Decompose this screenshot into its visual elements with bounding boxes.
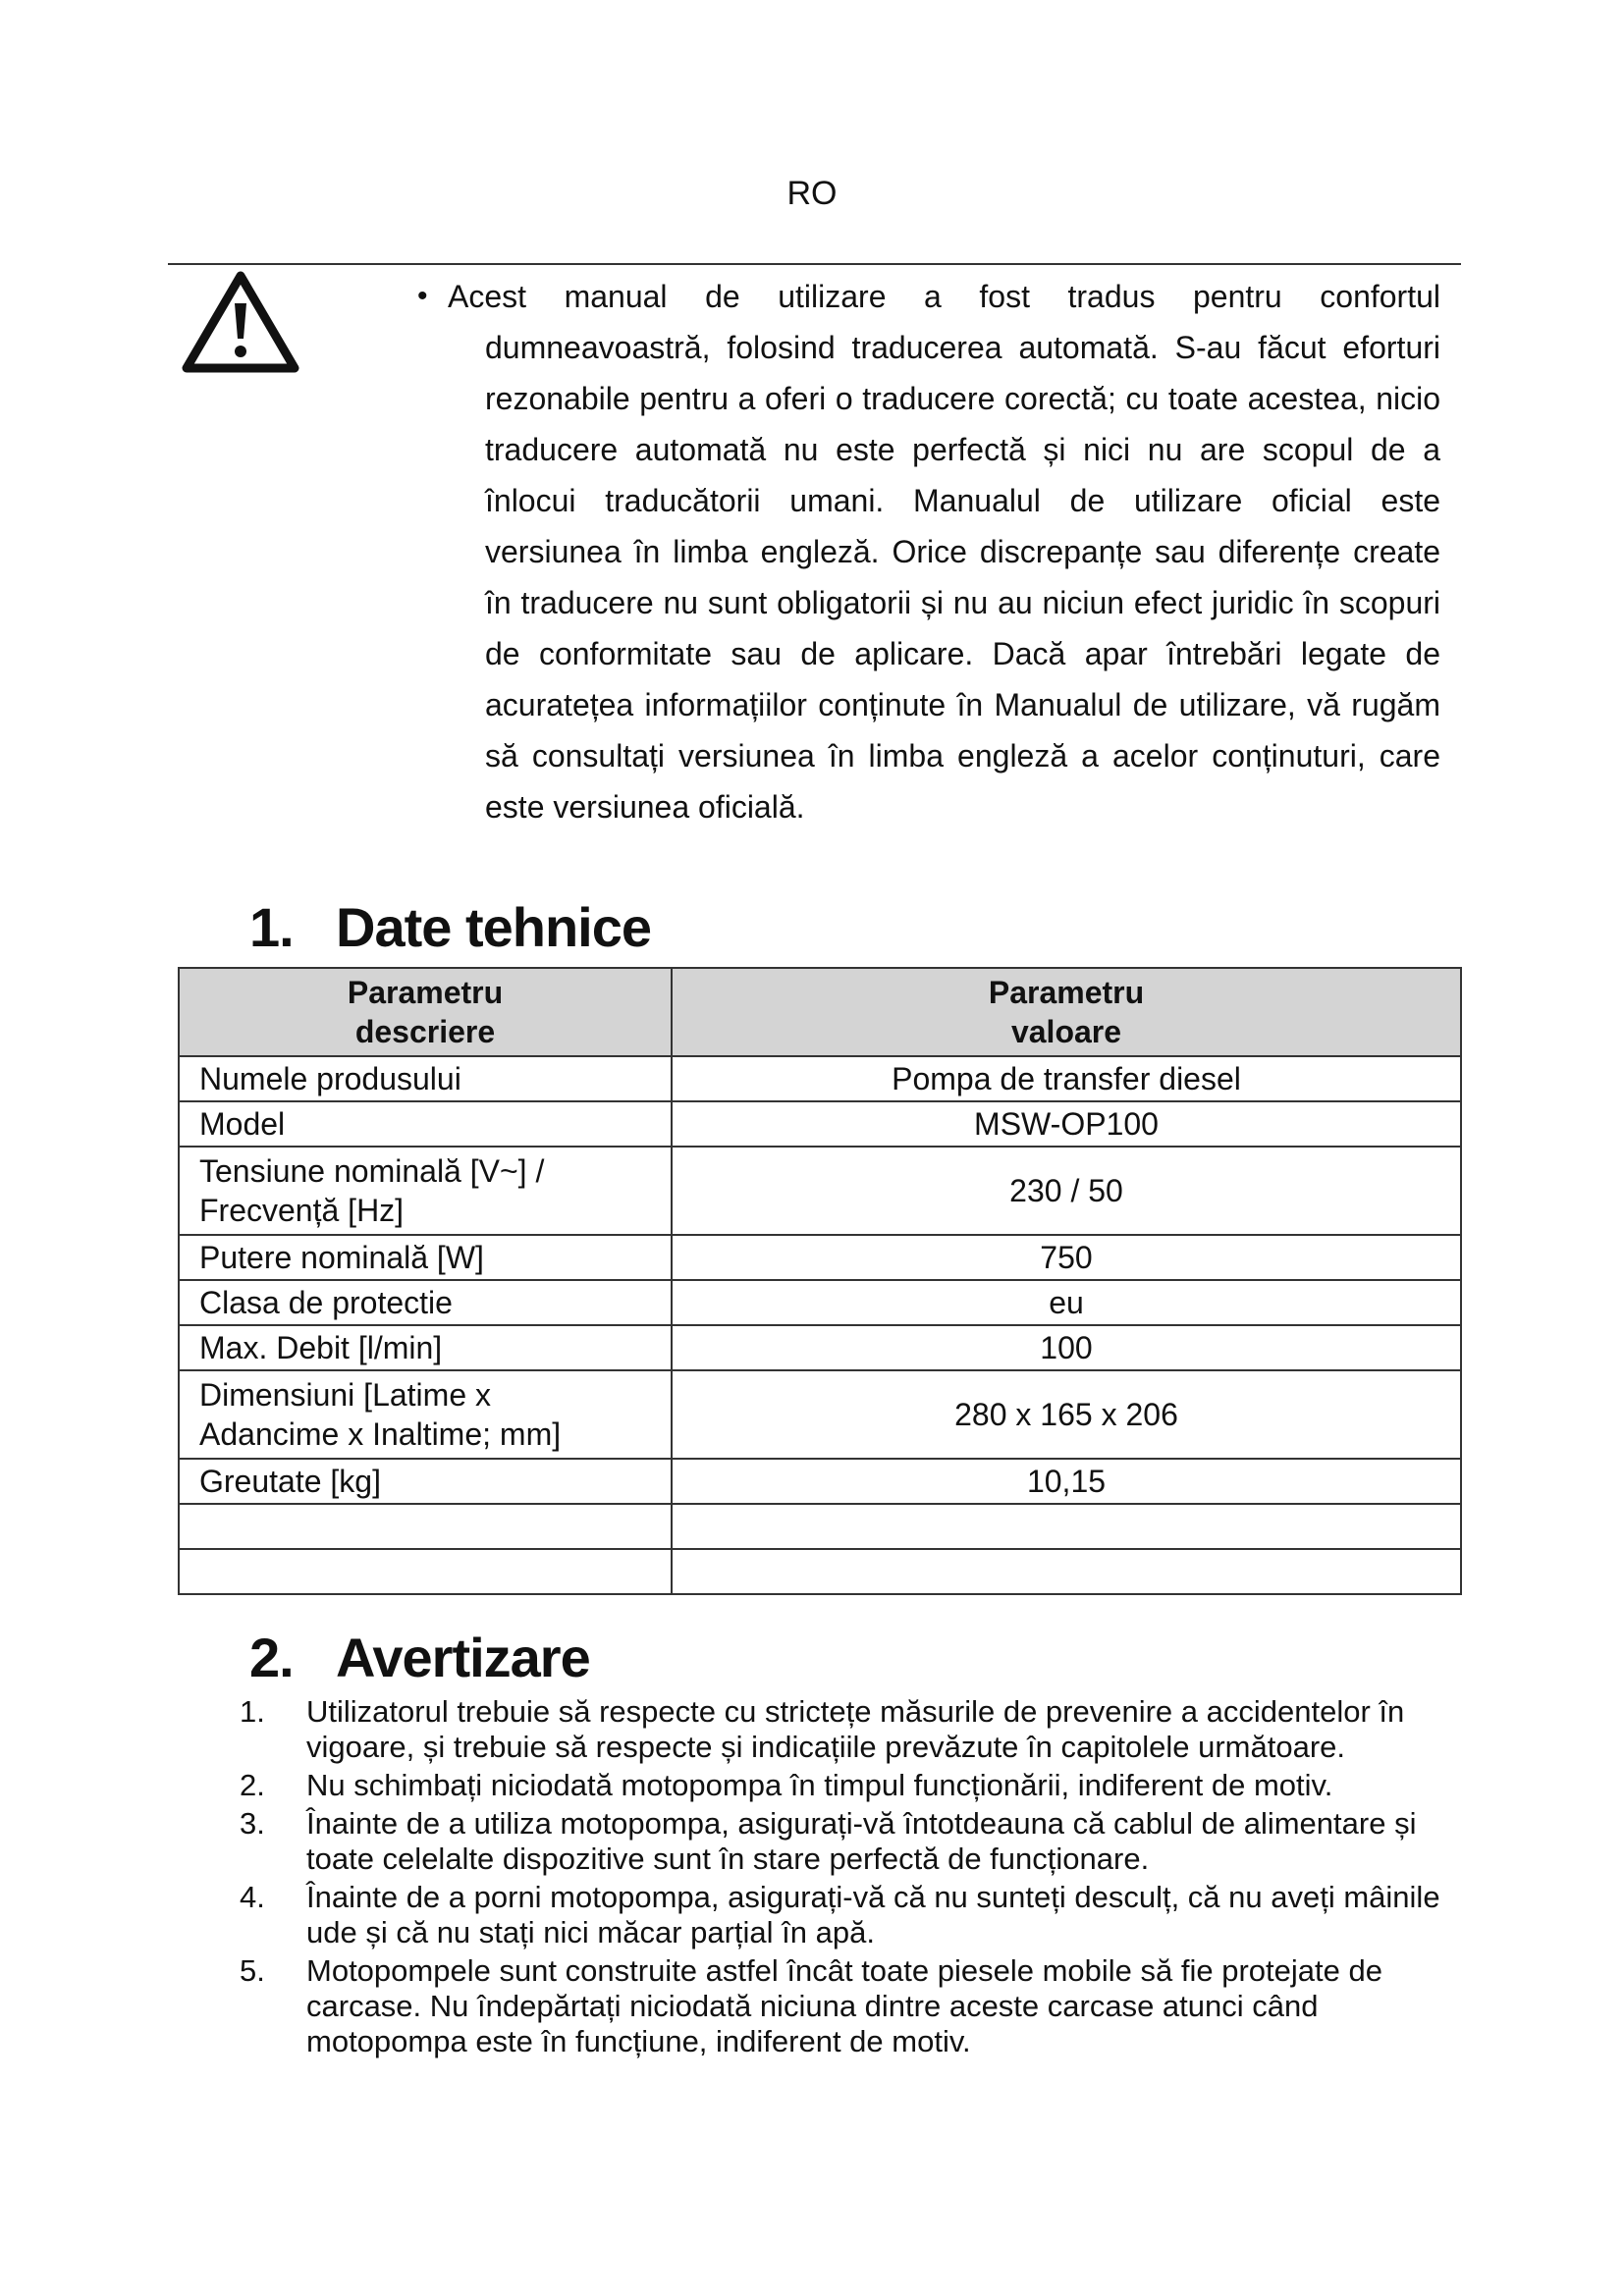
list-item-number: 2. xyxy=(240,1768,265,1802)
param-name: Numele produsului xyxy=(179,1056,672,1101)
param-value: eu xyxy=(672,1280,1461,1325)
empty-cell xyxy=(179,1549,672,1594)
empty-cell xyxy=(179,1504,672,1549)
list-item xyxy=(240,1694,1467,1765)
notice-body: dumneavoastră, folosind traducerea automată. S-au făcut eforturi rezonabile pentru a oferi o traducere corectă; cu toate acestea, nicio traducere automată nu este perfectă și nici nu are scopul de a înlocui traducătorii umani. Manualul de utilizare oficial este versiunea în limba engleză. Orice discrepanțe sau diferențe create în traducere nu sunt obligatorii și nu au niciun efect juridic în scopuri de conformitate sau de aplicare. Dacă apar întrebări legate de acuratețea informațiilor conținute în Manualul de utilizare, vă rugăm să consultați versiunea în limba engleză a acelor conținuturi, care este versiunea oficială. xyxy=(485,330,1440,825)
header-parameter-value: Parametru valoare xyxy=(672,968,1461,1056)
param-name: Max. Debit [l/min] xyxy=(179,1325,672,1370)
notice-text xyxy=(448,271,1440,832)
list-item-text: Înainte de a utiliza motopompa, asigurați-vă întotdeauna că cablul de alimentare și toate celelalte dispozitive sunt în stare perfectă de funcționare. xyxy=(306,1806,1417,1876)
list-item-text: Utilizatorul trebuie să respecte cu strictețe măsurile de prevenire a accidentelor în vigoare, și trebuie să respecte și indicațiile prevăzute în capitolele următoare. xyxy=(306,1694,1405,1764)
list-item-text: Nu schimbați niciodată motopompa în timpul funcționării, indiferent de motiv. xyxy=(306,1768,1333,1802)
page-language-label: RO xyxy=(786,175,838,212)
param-name: Putere nominală [W] xyxy=(179,1235,672,1280)
translation-notice xyxy=(417,271,1440,832)
param-name: Tensiune nominală [V~] / Frecvență [Hz] xyxy=(179,1147,672,1235)
section-title-warning xyxy=(249,1626,590,1689)
list-item xyxy=(240,1953,1467,2059)
section-title-text: Date tehnice xyxy=(336,896,651,958)
notice-bullet: • xyxy=(417,280,428,312)
param-value: 10,15 xyxy=(672,1459,1461,1504)
table-row xyxy=(179,1459,1461,1504)
section-title-technical xyxy=(249,895,651,959)
param-name: Model xyxy=(179,1101,672,1147)
list-item xyxy=(240,1880,1467,1950)
param-name: Clasa de protectie xyxy=(179,1280,672,1325)
param-name: Dimensiuni [Latime x Adancime x Inaltime; mm] xyxy=(179,1370,672,1459)
param-value: 100 xyxy=(672,1325,1461,1370)
section-title-text: Avertizare xyxy=(336,1627,590,1688)
param-value: 230 / 50 xyxy=(672,1147,1461,1235)
table-header-row xyxy=(179,968,1461,1056)
list-item-number: 5. xyxy=(240,1953,265,1988)
header-rule xyxy=(168,263,1461,265)
warning-list xyxy=(240,1694,1467,2062)
table-row xyxy=(179,1325,1461,1370)
param-value: 750 xyxy=(672,1235,1461,1280)
empty-table-row xyxy=(179,1549,1461,1594)
param-value: 280 x 165 x 206 xyxy=(672,1370,1461,1459)
list-item-text: Motopompele sunt construite astfel încât toate piesele mobile să fie protejate de carcase. Nu îndepărtați niciodată niciuna dintre aceste carcase atunci când motopompa este în funcțiune, indiferent de motiv. xyxy=(306,1953,1382,2058)
list-item xyxy=(240,1768,1467,1803)
param-value: MSW-OP100 xyxy=(672,1101,1461,1147)
table-row xyxy=(179,1280,1461,1325)
header-parameter-description: Parametru descriere xyxy=(179,968,672,1056)
section-number: 1. xyxy=(249,896,294,958)
table-row xyxy=(179,1235,1461,1280)
list-item-text: Înainte de a porni motopompa, asigurați-vă că nu sunteți desculț, că nu aveți mâinile ude și că nu stați nici măcar parțial în apă. xyxy=(306,1880,1440,1949)
list-item-number: 1. xyxy=(240,1694,265,1729)
empty-table-row xyxy=(179,1504,1461,1549)
list-item-number: 4. xyxy=(240,1880,265,1914)
empty-cell xyxy=(672,1549,1461,1594)
list-item xyxy=(240,1806,1467,1877)
table-row xyxy=(179,1056,1461,1101)
table-row xyxy=(179,1370,1461,1459)
param-name: Greutate [kg] xyxy=(179,1459,672,1504)
param-value: Pompa de transfer diesel xyxy=(672,1056,1461,1101)
list-item-number: 3. xyxy=(240,1806,265,1841)
table-row xyxy=(179,1101,1461,1147)
notice-first-line: Acest manual de utilizare a fost tradus pentru confortul xyxy=(448,279,1440,314)
section-number: 2. xyxy=(249,1627,294,1688)
table-row xyxy=(179,1147,1461,1235)
warning-triangle-icon xyxy=(181,270,300,374)
empty-cell xyxy=(672,1504,1461,1549)
technical-data-table xyxy=(178,967,1462,1595)
